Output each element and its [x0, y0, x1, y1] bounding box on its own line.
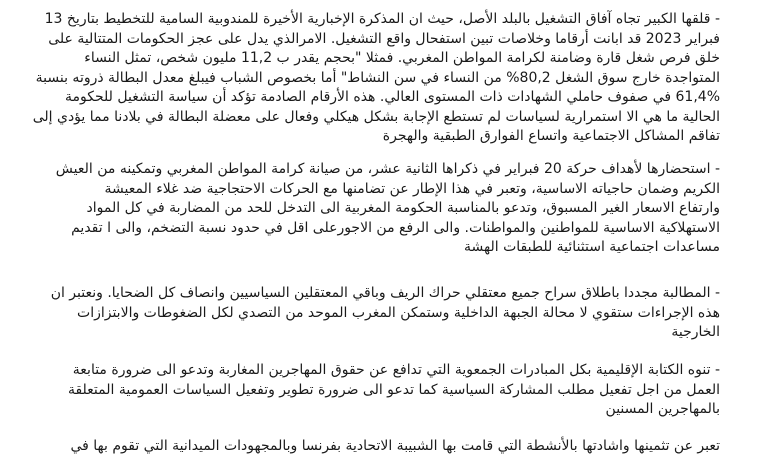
- paragraph-employment-concerns: [32, 10, 720, 147]
- text-line: تفاقم المشاكل الاجتماعية واتساع الفوارق الطبقية والهجرة: [382, 128, 720, 144]
- text-line: 61,4% في صفوف حاملي الشهادات ذات المستوى العالي. هذه الأرقام الصادمة تؤكد أن سياسة التشغيل للحكومة: [65, 89, 720, 105]
- paragraph-february-20-movement: [55, 160, 720, 258]
- text-line: مساعدات اجتماعية استثنائية للطبقات الهشة: [464, 239, 720, 255]
- text-line: خلق فرص شغل قارة وضامنة لكرامة المواطن المغربي. فمثلا "بحجم يقدر ب 11,2 مليون شخص، تمثل النساء: [84, 50, 720, 66]
- text-line: الاستهلاكية الاساسية للمواطنين والمواطنات. والى الرفع من الاجورعلى اقل في حدود نسبة التضخم، والى ا تقديم: [71, 219, 720, 236]
- text-line: الحالية ما هي الا استمرارية لسياسات لم تستطع الإجابة بشكل هيكلي وفعال على معضلة البطالة في بلادنا مما يؤدي إلى: [32, 108, 720, 125]
- text-line: المتواجدة خارج سوق الشغل 80,2% من النساء في سن النشاط" أما بخصوص الشباب فيبلغ معدل البطالة ذروته بنسبة: [35, 69, 720, 86]
- text-line: - قلقها الكبير تجاه آفاق التشغيل بالبلد الأصل، حيث ان المذكرة الإخبارية الأخيرة للمندوبية السامية للتخطيط بتاريخ 13: [44, 11, 720, 27]
- text-line: بالمهاجرين المسنين: [605, 401, 720, 417]
- text-line: الخارجية: [671, 324, 720, 340]
- text-line: - استحضارها لأهداف حركة 20 فبراير في ذكراها الثانية عشر، من صيانة كرامة المواطن المغربي وتمكينه من العيش: [55, 161, 720, 177]
- text-line: تعبر عن تثمينها واشادتها بالأنشطة التي قامت بها الشبيبة الاتحادية بفرنسا وبالمجهودات الميدانية التي تقوم بها في: [70, 438, 720, 454]
- text-line: وارتفاع الاسعار الغير المسبوق، وتدعو بالمناسبة الحكومة المغربية الى التدخل للحد من المضاربة في كل المواد: [86, 200, 720, 216]
- text-line: فبراير 2023 قد ابانت أرقاما وخلاصات تبين استفحال واقع التشغيل. الامرالذي يدل على عجز الحكومات المتتالية على: [48, 30, 720, 47]
- text-line: هذه الإجراءات ستقوي لا محالة الجبهة الداخلية وستمكن المغرب الموحد من التصدي لكل الضغوطات والابتزازات: [77, 304, 720, 321]
- text-line: - المطالبة مجددا باطلاق سراح جميع معتقلي حراك الريف وباقي المعتقلين السياسيين وانصاف كل الضحايا. ونعتبر ان: [50, 285, 720, 301]
- text-line: الكريم وضمان حاجياته الاساسية، وتعبر في هذا الإطار عن تضامنها مع الحركات الاحتجاجية ضد غلاء المعيشة: [104, 180, 720, 197]
- text-line: العمل من اجل تفعيل مطلب المشاركة السياسية كما تدعو الى ضرورة تطوير وتفعيل السياسات العمومية المتعلقة: [67, 381, 720, 398]
- text-line: - تنوه الكتابة الإقليمية بكل المبادرات الجمعوية التي تدافع عن حقوق المهاجرين المغاربة وتدعو الى ضرورة متابعة: [72, 362, 720, 378]
- paragraph-youth-activities: [64, 437, 720, 457]
- paragraph-detainees-release: [50, 284, 720, 343]
- paragraph-migrant-initiatives: [64, 361, 720, 420]
